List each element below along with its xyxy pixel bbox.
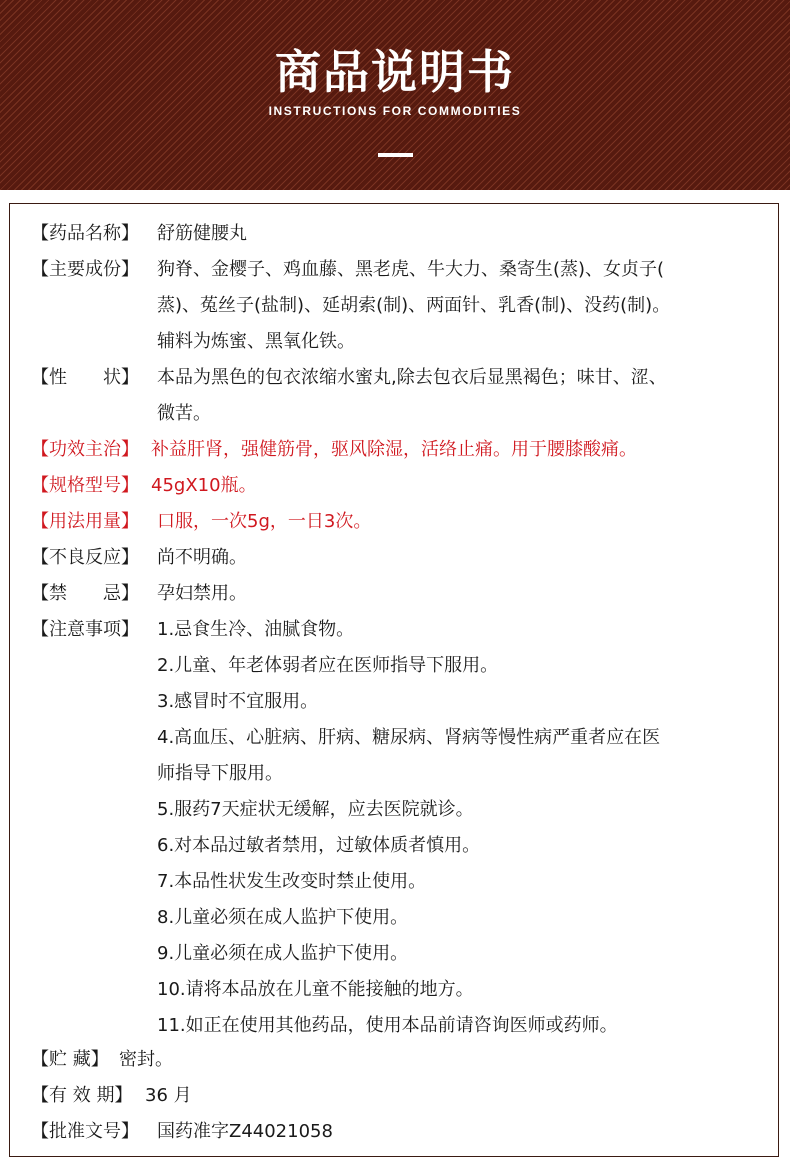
text-line: 3.感冒时不宜服用。 xyxy=(157,691,319,712)
field-label: 【不良反应】 xyxy=(31,547,139,568)
field-label: 【贮 藏】 xyxy=(31,1049,109,1070)
header-banner xyxy=(0,0,790,190)
text-line: 5.服药7天症状无缓解，应去医院就诊。 xyxy=(157,799,474,820)
text-line: 蒸)、菟丝子(盐制)、延胡索(制)、两面针、乳香(制)、没药(制)。 xyxy=(157,295,671,316)
field-value: 国药准字Z44021058 xyxy=(157,1121,333,1142)
text-line: 7.本品性状发生改变时禁止使用。 xyxy=(157,871,427,892)
field-value xyxy=(157,360,767,432)
text-line: 6.对本品过敏者禁用，过敏体质者慎用。 xyxy=(157,835,481,856)
field-value: 孕妇禁用。 xyxy=(157,583,247,604)
field-label: 【批准文号】 xyxy=(31,1121,139,1142)
page-subtitle: INSTRUCTIONS FOR COMMODITIES xyxy=(268,104,522,118)
field-value: 尚不明确。 xyxy=(157,547,247,568)
decorative-dash xyxy=(378,153,413,157)
field-label: 【有 效 期】 xyxy=(31,1085,133,1106)
field-value xyxy=(157,612,767,1044)
field-label: 【用法用量】 xyxy=(31,511,139,532)
field-value: 45gX10瓶。 xyxy=(151,475,257,496)
field-label: 【药品名称】 xyxy=(31,223,139,244)
text-line: 4.高血压、心脏病、肝病、糖尿病、肾病等慢性病严重者应在医 xyxy=(157,727,661,748)
text-line: 9.儿童必须在成人监护下使用。 xyxy=(157,943,409,964)
field-label: 【禁 忌】 xyxy=(31,583,139,604)
text-line: 2.儿童、年老体弱者应在医师指导下服用。 xyxy=(157,655,499,676)
field-value: 舒筋健腰丸 xyxy=(157,223,247,244)
text-line: 师指导下服用。 xyxy=(157,763,283,784)
text-line: 11.如正在使用其他药品，使用本品前请咨询医师或药师。 xyxy=(157,1015,618,1036)
text-line: 10.请将本品放在儿童不能接触的地方。 xyxy=(157,979,474,1000)
field-value: 补益肝肾，强健筋骨，驱风除湿，活络止痛。用于腰膝酸痛。 xyxy=(151,439,637,460)
text-line: 狗脊、金樱子、鸡血藤、黑老虎、牛大力、桑寄生(蒸)、女贞子( xyxy=(157,259,665,280)
text-line: 辅料为炼蜜、黑氧化铁。 xyxy=(157,331,355,352)
field-label: 【规格型号】 xyxy=(31,475,139,496)
text-line: 8.儿童必须在成人监护下使用。 xyxy=(157,907,409,928)
field-label: 【主要成份】 xyxy=(31,259,139,280)
text-line: 本品为黑色的包衣浓缩水蜜丸,除去包衣后显黑褐色；味甘、涩、 xyxy=(157,367,667,388)
page-title: 商品说明书 xyxy=(275,45,515,99)
field-label: 【注意事项】 xyxy=(31,619,139,640)
field-value: 密封。 xyxy=(119,1049,173,1070)
field-label: 【功效主治】 xyxy=(31,439,139,460)
field-value: 36 月 xyxy=(145,1085,192,1106)
field-value: 口服，一次5g，一日3次。 xyxy=(157,511,372,532)
field-label: 【性 状】 xyxy=(31,367,139,388)
field-value xyxy=(157,252,767,360)
text-line: 1.忌食生冷、油腻食物。 xyxy=(157,619,355,640)
text-line: 微苦。 xyxy=(157,403,211,424)
